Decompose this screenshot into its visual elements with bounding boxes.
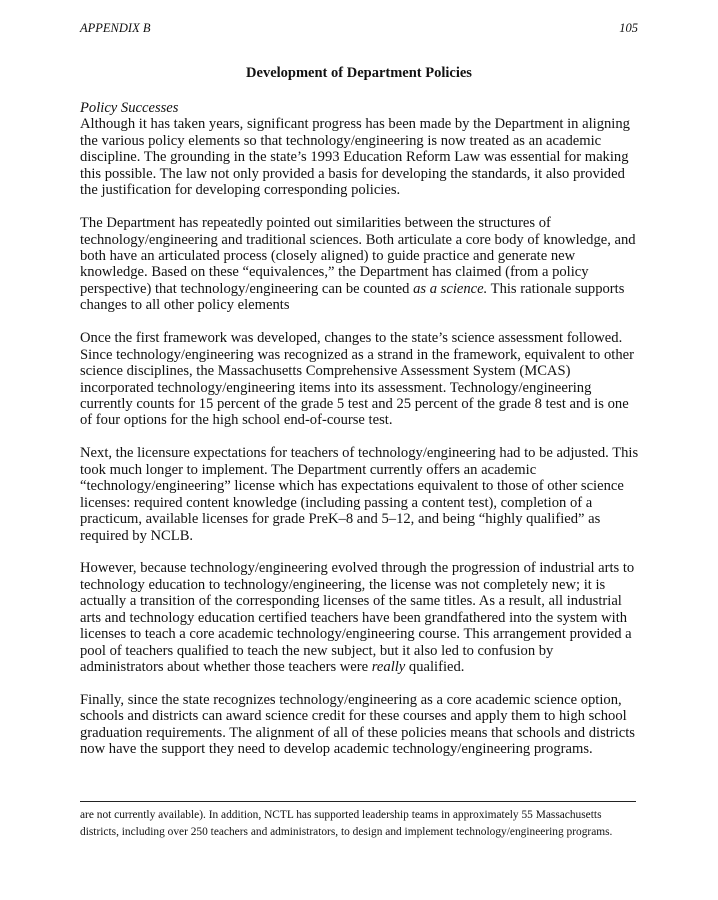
- paragraph-5-text-a: However, because technology/engineering evolved through the progression of industrial arts to technology education to technology/engineering, the license was not completely new; it is actually a transition of the corresponding licenses of the same titles. As a result, all industrial arts and technology education certified teachers have been grandfathered into the system with licenses to teach a core academic technology/engineering course. This arrangement provided a pool of teachers qualified to teach the new subject, but it also led to confusion by administrators about whether those teachers were: [80, 560, 635, 676]
- paragraph-3: Once the first framework was developed, changes to the state’s science assessment followed. Since technology/engineering was recognized as a strand in the framework, equivalent to other science disciplines, the Massachusetts Comprehensive Assessment System (MCAS) incorporated technology/engineering items into its assessment. Technology/engineering currently counts for 15 percent of the grade 5 test and 25 percent of the grade 8 test and is one of four options for the high school end-of-course test.: [80, 330, 634, 429]
- paragraph-2-text-a: The Department has repeatedly pointed out similarities between the structures of technology/engineering and traditional sciences. Both articulate a core body of knowledge, and both have an articulated process (closely aligned) to guide practice and generate new knowledge. Based on these “equivalences,” the Department has claimed (from a policy perspective) that technology/engineering can be counted: [80, 215, 636, 297]
- paragraph-5-emphasis: really: [371, 659, 406, 676]
- paragraph-2-emphasis: as a science.: [413, 280, 488, 297]
- page-header: [80, 21, 638, 37]
- paragraph-1: Although it has taken years, significant progress has been made by the Department in aligning the various policy elements so that technology/engineering is now treated as an academic discipline. The grounding in the state’s 1993 Education Reform Law was essential for making this possible. The law not only provided a basis for developing the standards, it also provided the justification for developing corresponding policies.: [80, 116, 630, 199]
- paragraph-5-text-b: qualified.: [405, 659, 465, 676]
- appendix-label: APPENDIX B: [80, 21, 151, 35]
- paragraph-5: [80, 560, 640, 675]
- footnote-line-1: are not currently available). In addition, NCTL has supported leadership teams in approximately 55 Massachusetts: [80, 809, 602, 821]
- section-title: Development of Department Policies: [246, 65, 472, 81]
- page-number: 105: [619, 21, 638, 35]
- body-text: [80, 100, 640, 774]
- subheading: Policy Successes: [80, 100, 179, 116]
- footnote: [80, 807, 640, 840]
- footnote-line-2: districts, including over 250 teachers and administrators, to design and implement technology/engineering programs.: [80, 825, 613, 838]
- paragraph-2-text-b: This rationale supports changes to all other policy elements: [80, 280, 625, 314]
- footnote-divider: [80, 801, 636, 802]
- paragraph-2: [80, 215, 640, 314]
- paragraph-4: Next, the licensure expectations for teachers of technology/engineering had to be adjusted. This took much longer to implement. The Department currently offers an academic “technology/engineering” license which has expectations equivalent to those of other science licenses: required content knowledge (including passing a content test), completion of a practicum, available licenses for grade PreK–8 and 5–12, and being “highly qualified” as required by NCLB.: [80, 445, 639, 544]
- paragraph-6: Finally, since the state recognizes technology/engineering as a core academic science option, schools and districts can award science credit for these courses and apply them to high school graduation requirements. The alignment of all of these policies means that schools and districts now have the support they need to develop academic technology/engineering programs.: [80, 692, 635, 758]
